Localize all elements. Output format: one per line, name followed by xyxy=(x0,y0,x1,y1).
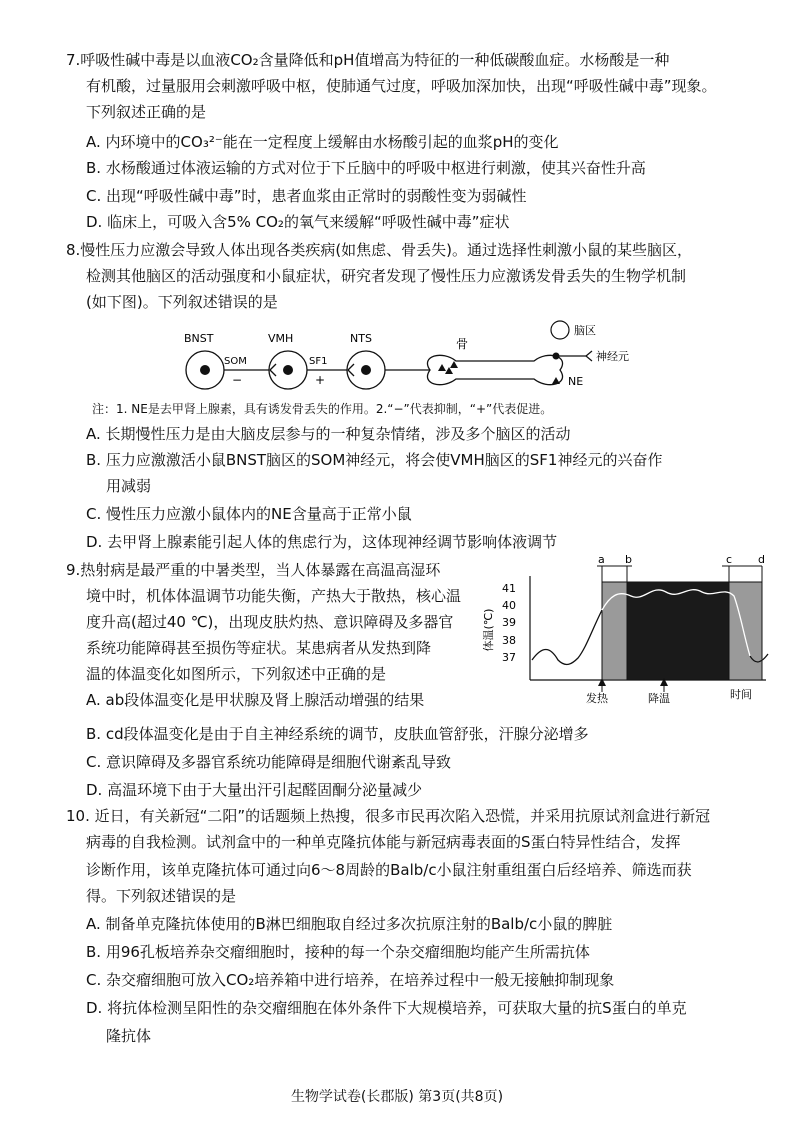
q10-stem-line-3: 诊断作用，该单克隆抗体可通过向6～8周龄的Balb/c小鼠注射重组蛋白后经培养、筛选而获 xyxy=(86,861,692,879)
q10-stem-line-1: 10. 近日，有关新冠“二阳”的话题频上热搜，很多市民再次陷入恐慌，并采用抗原试剂盒进行新冠 xyxy=(66,807,711,825)
region-bnst-label: BNST xyxy=(184,332,214,345)
label-a: a xyxy=(598,553,605,566)
q10-stem-line-2: 病毒的自我检测。试剂盒中的一种单克隆抗体能与新冠病毒表面的S蛋白特异性结合，发挥 xyxy=(86,833,681,851)
label-d: d xyxy=(758,553,765,566)
q10-option-b: B. 用96孔板培养杂交瘤细胞时，接种的每一个杂交瘤细胞均能产生所需抗体 xyxy=(86,943,590,961)
chart-ylabel: 体温(℃) xyxy=(482,608,495,652)
q8-stem-line-1: 8.慢性压力应激会导致人体出现各类疾病(如焦虑、骨丢失)。通过选择性刺激小鼠的某些脑区， xyxy=(66,241,693,259)
region-vmh xyxy=(268,332,307,389)
q8-option-b-continued: 用减弱 xyxy=(106,477,152,495)
q7-option-d: D. 临床上，可吸入含5% CO₂的氧气来缓解“呼吸性碱中毒”症状 xyxy=(86,213,510,231)
region-vmh-label: VMH xyxy=(268,332,294,345)
q10-stem-line-4: 得。下列叙述错误的是 xyxy=(86,887,237,905)
q8-diagram-note: 注：1. NE是去甲肾上腺素，具有诱发骨丢失的作用。2.“−”代表抑制，“+”代表促进。 xyxy=(92,402,553,416)
q9-stem-line-2: 境中时，机体体温调节功能失衡，产热大于散热，核心温 xyxy=(86,587,462,605)
ytick-37: 37 xyxy=(502,651,516,664)
q7-option-c: C. 出现“呼吸性碱中毒”时，患者血浆由正常时的弱酸性变为弱碱性 xyxy=(86,187,527,205)
region-nts xyxy=(347,332,385,389)
q7-option-b: B. 水杨酸通过体液运输的方式对位于下丘脑中的呼吸中枢进行刺激，使其兴奋性升高 xyxy=(86,159,646,177)
page-footer: 生物学试卷(长郡版) 第3页(共8页) xyxy=(290,1089,504,1105)
q9-option-b: B. cd段体温变化是由于自主神经系统的调节，皮肤血管舒张，汗腺分泌增多 xyxy=(86,725,589,743)
legend-region-label: 脑区 xyxy=(574,324,596,337)
chart-xlabel: 时间 xyxy=(730,688,752,701)
q7-stem-line-1: 7.呼吸性碱中毒是以血液CO₂含量降低和pH值增高为特征的一种低碳酸血症。水杨酸是一种 xyxy=(66,51,670,69)
q8-stem-line-2: 检测其他脑区的活动强度和小鼠症状，研究者发现了慢性压力应激诱发骨丢失的生物学机制 xyxy=(86,267,687,285)
q9-temperature-chart xyxy=(482,552,776,705)
q9-stem-line-5: 温的体温变化如图所示，下列叙述中正确的是 xyxy=(86,665,387,683)
q8-option-d: D. 去甲肾上腺素能引起人体的焦虑行为，这体现神经调节影响体液调节 xyxy=(86,533,558,551)
q8-stem-line-3: (如下图)。下列叙述错误的是 xyxy=(86,293,278,311)
q9-stem-line-4: 系统功能障碍甚至损伤等症状。某患病者从发热到降 xyxy=(86,639,432,657)
signal-som-sign: − xyxy=(232,373,243,387)
ytick-40: 40 xyxy=(502,599,516,612)
q9-option-a: A. ab段体温变化是甲状腺及肾上腺活动增强的结果 xyxy=(86,691,425,709)
ytick-38: 38 xyxy=(502,634,516,647)
legend-neuron-label: 神经元 xyxy=(596,350,629,363)
q7-stem-line-3: 下列叙述正确的是 xyxy=(86,103,207,121)
signal-som-label: SOM xyxy=(224,356,247,367)
label-b: b xyxy=(625,553,632,566)
q8-option-c: C. 慢性压力应激小鼠体内的NE含量高于正常小鼠 xyxy=(86,505,412,523)
bone-label: 骨 xyxy=(456,337,469,351)
q10-option-d-continued: 隆抗体 xyxy=(106,1027,152,1045)
q10-option-a: A. 制备单克隆抗体使用的B淋巴细胞取自经过多次抗原注射的Balb/c小鼠的脾脏 xyxy=(86,915,613,933)
q7-option-a: A. 内环境中的CO₃²⁻能在一定程度上缓解由水杨酸引起的血浆pH的变化 xyxy=(86,133,559,151)
q7-stem-line-2: 有机酸，过量服用会刺激呼吸中枢，使肺通气过度，呼吸加深加快，出现“呼吸性碱中毒”现象。 xyxy=(86,77,717,95)
arrow-label-fever: 发热 xyxy=(586,692,608,705)
q8-option-a: A. 长期慢性压力是由大脑皮层参与的一种复杂情绪，涉及多个脑区的活动 xyxy=(86,425,571,443)
q10-option-d: D. 将抗体检测呈阳性的杂交瘤细胞在体外条件下大规模培养，可获取大量的抗S蛋白的单克 xyxy=(86,999,687,1017)
signal-sf1-sign: + xyxy=(315,373,326,387)
arrow-label-cooling: 降温 xyxy=(648,692,670,705)
region-bnst xyxy=(184,332,224,389)
q8-option-b: B. 压力应激激活小鼠BNST脑区的SOM神经元，将会使VMH脑区的SF1神经元的兴奋作 xyxy=(86,451,663,469)
q8-diagram xyxy=(180,318,660,398)
ytick-39: 39 xyxy=(502,616,516,629)
q9-option-c: C. 意识障碍及多器官系统功能障碍是细胞代谢紊乱导致 xyxy=(86,753,452,771)
q9-stem-line-3: 度升高(超过40 ℃)，出现皮肤灼热、意识障碍及多器官 xyxy=(86,613,454,631)
q9-option-d: D. 高温环境下由于大量出汗引起醛固酮分泌量减少 xyxy=(86,781,423,799)
signal-sf1-label: SF1 xyxy=(309,356,328,367)
ytick-41: 41 xyxy=(502,582,516,595)
q9-stem-line-1: 9.热射病是最严重的中暑类型，当人体暴露在高温高湿环 xyxy=(66,561,441,579)
label-c: c xyxy=(726,553,733,566)
bone-shape xyxy=(427,337,562,385)
q10-option-c: C. 杂交瘤细胞可放入CO₂培养箱中进行培养，在培养过程中一般无接触抑制现象 xyxy=(86,971,615,989)
region-nts-label: NTS xyxy=(350,332,372,345)
legend-ne-label: NE xyxy=(568,375,584,388)
